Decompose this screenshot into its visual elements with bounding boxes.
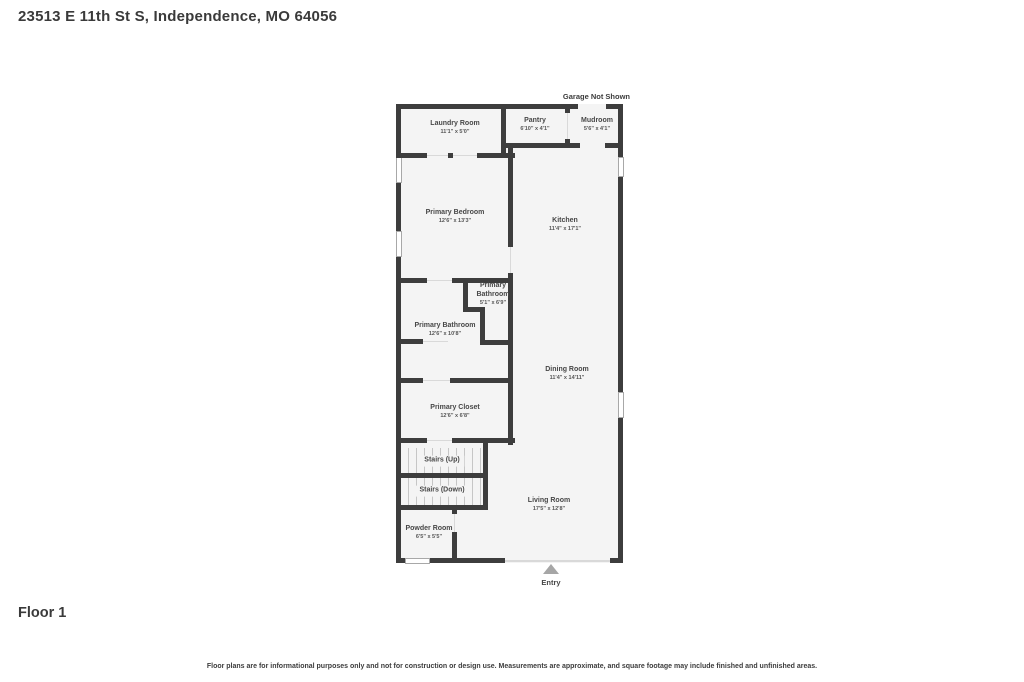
wall	[396, 473, 488, 478]
door	[567, 113, 569, 139]
room-label-primary-closet: Primary Closet 12'6" x 6'8"	[430, 404, 480, 419]
door	[510, 247, 512, 273]
door	[423, 341, 448, 343]
door	[454, 514, 456, 532]
window	[405, 558, 430, 564]
room-label-stairs-up: Stairs (Up)	[419, 456, 464, 467]
garage-note: Garage Not Shown	[562, 92, 630, 101]
floor-number-label: Floor 1	[18, 605, 67, 621]
room-label-primary-bathroom-small: Primary Bathroom 5'1" x 6'9"	[476, 281, 510, 306]
wall	[396, 153, 427, 158]
window	[396, 157, 402, 183]
door	[453, 155, 477, 157]
room-label-dining-room: Dining Room 11'4" x 14'11"	[545, 366, 589, 381]
wall	[480, 340, 513, 345]
wall	[452, 532, 457, 558]
window	[618, 157, 624, 177]
wall	[605, 143, 623, 148]
door	[427, 280, 452, 282]
room-label-laundry: Laundry Room 11'1" x 5'0"	[430, 120, 480, 135]
floor-plan	[396, 104, 623, 563]
door	[427, 440, 452, 442]
entry-opening	[505, 560, 610, 562]
wall	[396, 278, 427, 283]
window	[618, 392, 624, 418]
room-label-primary-bedroom: Primary Bedroom 12'6" x 13'3"	[425, 209, 485, 224]
wall	[396, 339, 423, 344]
window	[396, 231, 402, 257]
wall	[450, 378, 513, 383]
wall	[396, 505, 488, 510]
wall	[396, 438, 427, 443]
room-label-kitchen: Kitchen 11'4" x 17'1"	[549, 217, 581, 232]
disclaimer-text: Floor plans are for informational purposes only and not for construction or design use. Measurements are approximate, and square footage may include finished and unfinished areas.	[206, 663, 818, 670]
room-label-primary-bathroom: Primary Bathroom 12'6" x 10'8"	[414, 322, 476, 337]
room-label-pantry: Pantry 6'10" x 4'1"	[520, 117, 550, 132]
room-label-living-room: Living Room 17'5" x 12'8"	[527, 497, 571, 512]
entry-arrow-icon	[543, 564, 559, 574]
entry-label: Entry	[541, 578, 561, 587]
door	[427, 155, 448, 157]
room-label-mudroom: Mudroom 5'6" x 4'1"	[581, 117, 613, 132]
room-label-powder-room: Powder Room 6'5" x 5'5"	[405, 525, 453, 540]
room-label-stairs-down: Stairs (Down)	[414, 486, 469, 497]
property-address: 23513 E 11th St S, Independence, MO 64056	[18, 8, 338, 25]
wall	[508, 143, 513, 247]
door	[423, 380, 450, 382]
wall	[396, 104, 578, 109]
wall	[396, 378, 423, 383]
